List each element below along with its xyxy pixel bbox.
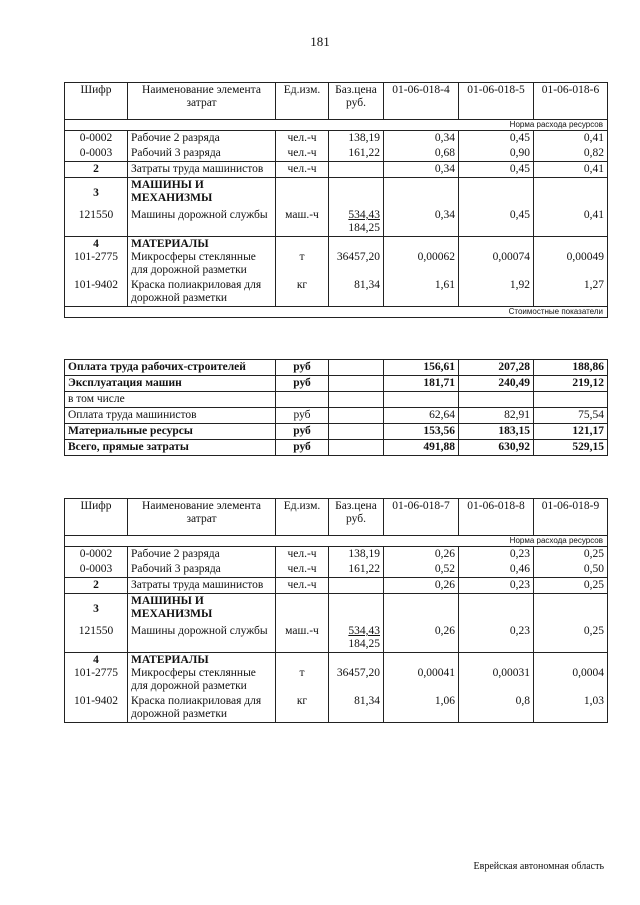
header-name: Наименование элемента затрат — [128, 499, 276, 536]
cost-value: 529,15 — [534, 440, 608, 456]
cell-name — [128, 653, 276, 695]
cost-row — [65, 376, 608, 392]
page-number: 181 — [310, 34, 330, 49]
cost-name: в том числе — [65, 392, 276, 408]
cost-value: 156,61 — [384, 360, 459, 376]
cell-value: 0,45 — [459, 131, 534, 147]
cell-price — [329, 162, 384, 178]
table-row — [65, 208, 608, 237]
cell-price — [329, 624, 384, 653]
cost-name: Всего, прямые затраты — [65, 440, 276, 456]
header-col: 01-06-018-7 — [384, 499, 459, 536]
cost-value: 240,49 — [459, 376, 534, 392]
cell-value: 0,25 — [534, 547, 608, 563]
cell-value: 1,92 — [459, 278, 534, 307]
norm-label: Норма расхода ресурсов — [65, 536, 608, 547]
cell-unit: чел.-ч — [276, 146, 329, 162]
cell-code: 2 — [65, 578, 128, 594]
cell-code — [65, 237, 128, 279]
cell-value: 0,23 — [459, 624, 534, 653]
cost-value: 75,54 — [534, 408, 608, 424]
header-col: 01-06-018-6 — [534, 83, 608, 120]
cell-value: 0,26 — [384, 578, 459, 594]
cell-code: 101-9402 — [65, 278, 128, 307]
cell-name: Краска полиакриловая для дорожной разметки — [128, 278, 276, 307]
cell-unit: т — [276, 653, 329, 695]
cell-name: Затраты труда машинистов — [128, 162, 276, 178]
cell-value: 0,90 — [459, 146, 534, 162]
resource-table-1 — [64, 82, 608, 318]
cell-code: 0-0002 — [65, 547, 128, 563]
table-row — [65, 624, 608, 653]
cell-code: 0-0002 — [65, 131, 128, 147]
cell-code: 2 — [65, 162, 128, 178]
cost-name: Оплата труда машинистов — [65, 408, 276, 424]
cost-name: Материальные ресурсы — [65, 424, 276, 440]
norm-label-row — [65, 536, 608, 547]
cell-value: 0,00074 — [459, 237, 534, 279]
cost-value: 181,71 — [384, 376, 459, 392]
cell-code: 101-9402 — [65, 694, 128, 723]
cell-value: 0,82 — [534, 146, 608, 162]
cost-row — [65, 360, 608, 376]
cell-name: Машины дорожной службы — [128, 624, 276, 653]
cost-name: Эксплуатация машин — [65, 376, 276, 392]
resource-table-2 — [64, 498, 608, 723]
cell-price: 36457,20 — [329, 237, 384, 279]
cell-code: 121550 — [65, 208, 128, 237]
cell-unit: чел.-ч — [276, 162, 329, 178]
cell-code: 0-0003 — [65, 146, 128, 162]
cell-value: 0,50 — [534, 562, 608, 578]
cell-value: 1,27 — [534, 278, 608, 307]
cell-unit: т — [276, 237, 329, 279]
cell-code: 0-0003 — [65, 562, 128, 578]
cell-price: 161,22 — [329, 562, 384, 578]
cell-unit: чел.-ч — [276, 578, 329, 594]
cell-price: 138,19 — [329, 131, 384, 147]
cell-code: 3 — [65, 178, 128, 209]
footer-region: Еврейская автономная область — [473, 861, 604, 872]
cost-unit: руб — [276, 440, 329, 456]
cell-value: 0,46 — [459, 562, 534, 578]
cell-name — [128, 237, 276, 279]
cell-unit: маш.-ч — [276, 208, 329, 237]
cell-unit: маш.-ч — [276, 624, 329, 653]
cost-label: Стоимостные показатели — [65, 307, 608, 318]
table-row — [65, 547, 608, 563]
price-secondary: 184,25 — [348, 638, 380, 650]
cell-value: 0,25 — [534, 624, 608, 653]
cost-value: 62,64 — [384, 408, 459, 424]
price-secondary: 184,25 — [348, 222, 380, 234]
cost-row — [65, 440, 608, 456]
table-row — [65, 562, 608, 578]
cell-value: 0,45 — [459, 162, 534, 178]
cell-unit: чел.-ч — [276, 547, 329, 563]
cell-name: Машины дорожной службы — [128, 208, 276, 237]
header-unit: Ед.изм. — [276, 83, 329, 120]
cell-value: 0,8 — [459, 694, 534, 723]
cell-value: 0,23 — [459, 578, 534, 594]
cell-price: 81,34 — [329, 694, 384, 723]
cell-value: 0,34 — [384, 208, 459, 237]
cell-value: 0,23 — [459, 547, 534, 563]
section-code: 4 — [93, 654, 99, 666]
cell-name: Краска полиакриловая для дорожной разметки — [128, 694, 276, 723]
cost-value: 219,12 — [534, 376, 608, 392]
section-row — [65, 237, 608, 279]
norm-label-row — [65, 120, 608, 131]
cost-name: Оплата труда рабочих-строителей — [65, 360, 276, 376]
cell-price: 138,19 — [329, 547, 384, 563]
cost-value: 188,86 — [534, 360, 608, 376]
cell-value: 0,0004 — [534, 653, 608, 695]
norm-label: Норма расхода ресурсов — [65, 120, 608, 131]
cost-unit: руб — [276, 360, 329, 376]
cell-value: 0,52 — [384, 562, 459, 578]
cell-code: 121550 — [65, 624, 128, 653]
section-row — [65, 178, 608, 209]
header-col: 01-06-018-9 — [534, 499, 608, 536]
cost-value: 491,88 — [384, 440, 459, 456]
cell-unit: чел.-ч — [276, 562, 329, 578]
header-code: Шифр — [65, 83, 128, 120]
cell-value: 0,34 — [384, 131, 459, 147]
cell-code — [65, 653, 128, 695]
cost-unit: руб — [276, 408, 329, 424]
table-row — [65, 278, 608, 307]
cell-name: Рабочий 3 разряда — [128, 146, 276, 162]
table-row — [65, 578, 608, 594]
cost-row — [65, 408, 608, 424]
price-main: 534,43 — [348, 625, 380, 637]
cost-summary — [64, 359, 608, 456]
header-price: Баз.цена руб. — [329, 499, 384, 536]
cost-value: 82,91 — [459, 408, 534, 424]
cell-value: 0,00031 — [459, 653, 534, 695]
cell-unit: чел.-ч — [276, 131, 329, 147]
cell-value: 0,41 — [534, 208, 608, 237]
cost-unit: руб — [276, 424, 329, 440]
cell-price — [329, 578, 384, 594]
cost-value: 183,15 — [459, 424, 534, 440]
table-row — [65, 162, 608, 178]
cell-value: 1,03 — [534, 694, 608, 723]
cell-value: 0,45 — [459, 208, 534, 237]
cost-value: 153,56 — [384, 424, 459, 440]
table-row — [65, 694, 608, 723]
cost-value: 630,92 — [459, 440, 534, 456]
table-row — [65, 146, 608, 162]
cost-row — [65, 392, 608, 408]
section-title: МАТЕРИАЛЫ — [131, 654, 209, 666]
cell-value: 0,26 — [384, 547, 459, 563]
cell-value: 0,25 — [534, 578, 608, 594]
cell-name: Затраты труда машинистов — [128, 578, 276, 594]
header-price: Баз.цена руб. — [329, 83, 384, 120]
cost-value: 121,17 — [534, 424, 608, 440]
cell-value: 0,34 — [384, 162, 459, 178]
section-title: МАШИНЫ И МЕХАНИЗМЫ — [128, 178, 276, 209]
header-name: Наименование элемента затрат — [128, 83, 276, 120]
price-main: 534,43 — [348, 209, 380, 221]
header-col: 01-06-018-4 — [384, 83, 459, 120]
cell-price: 36457,20 — [329, 653, 384, 695]
cell-value: 0,00062 — [384, 237, 459, 279]
section-title: МАШИНЫ И МЕХАНИЗМЫ — [128, 594, 276, 625]
cell-value: 0,41 — [534, 131, 608, 147]
cell-value: 0,26 — [384, 624, 459, 653]
cell-price: 161,22 — [329, 146, 384, 162]
cell-value: 0,00049 — [534, 237, 608, 279]
header-unit: Ед.изм. — [276, 499, 329, 536]
table-row — [65, 131, 608, 147]
table-header-row — [65, 499, 608, 536]
cell-unit: кг — [276, 694, 329, 723]
cell-unit: кг — [276, 278, 329, 307]
header-col: 01-06-018-5 — [459, 83, 534, 120]
table-header-row — [65, 83, 608, 120]
material-code: 101-2775 — [73, 667, 119, 679]
cell-price — [329, 208, 384, 237]
material-name: Микросферы стеклянные для дорожной разметки — [131, 251, 256, 276]
header-col: 01-06-018-8 — [459, 499, 534, 536]
header-code: Шифр — [65, 499, 128, 536]
cost-label-row — [65, 307, 608, 318]
material-name: Микросферы стеклянные для дорожной разметки — [131, 667, 256, 692]
cost-row — [65, 424, 608, 440]
cell-value: 0,68 — [384, 146, 459, 162]
cost-unit: руб — [276, 376, 329, 392]
cell-name: Рабочий 3 разряда — [128, 562, 276, 578]
cell-name: Рабочие 2 разряда — [128, 547, 276, 563]
cell-value: 1,61 — [384, 278, 459, 307]
cell-code: 3 — [65, 594, 128, 625]
section-row — [65, 594, 608, 625]
cell-name: Рабочие 2 разряда — [128, 131, 276, 147]
section-row — [65, 653, 608, 695]
cell-value: 0,41 — [534, 162, 608, 178]
cell-value: 0,00041 — [384, 653, 459, 695]
cost-value: 207,28 — [459, 360, 534, 376]
material-code: 101-2775 — [73, 251, 119, 263]
section-code: 4 — [93, 238, 99, 250]
section-title: МАТЕРИАЛЫ — [131, 238, 209, 250]
cell-price: 81,34 — [329, 278, 384, 307]
cell-value: 1,06 — [384, 694, 459, 723]
